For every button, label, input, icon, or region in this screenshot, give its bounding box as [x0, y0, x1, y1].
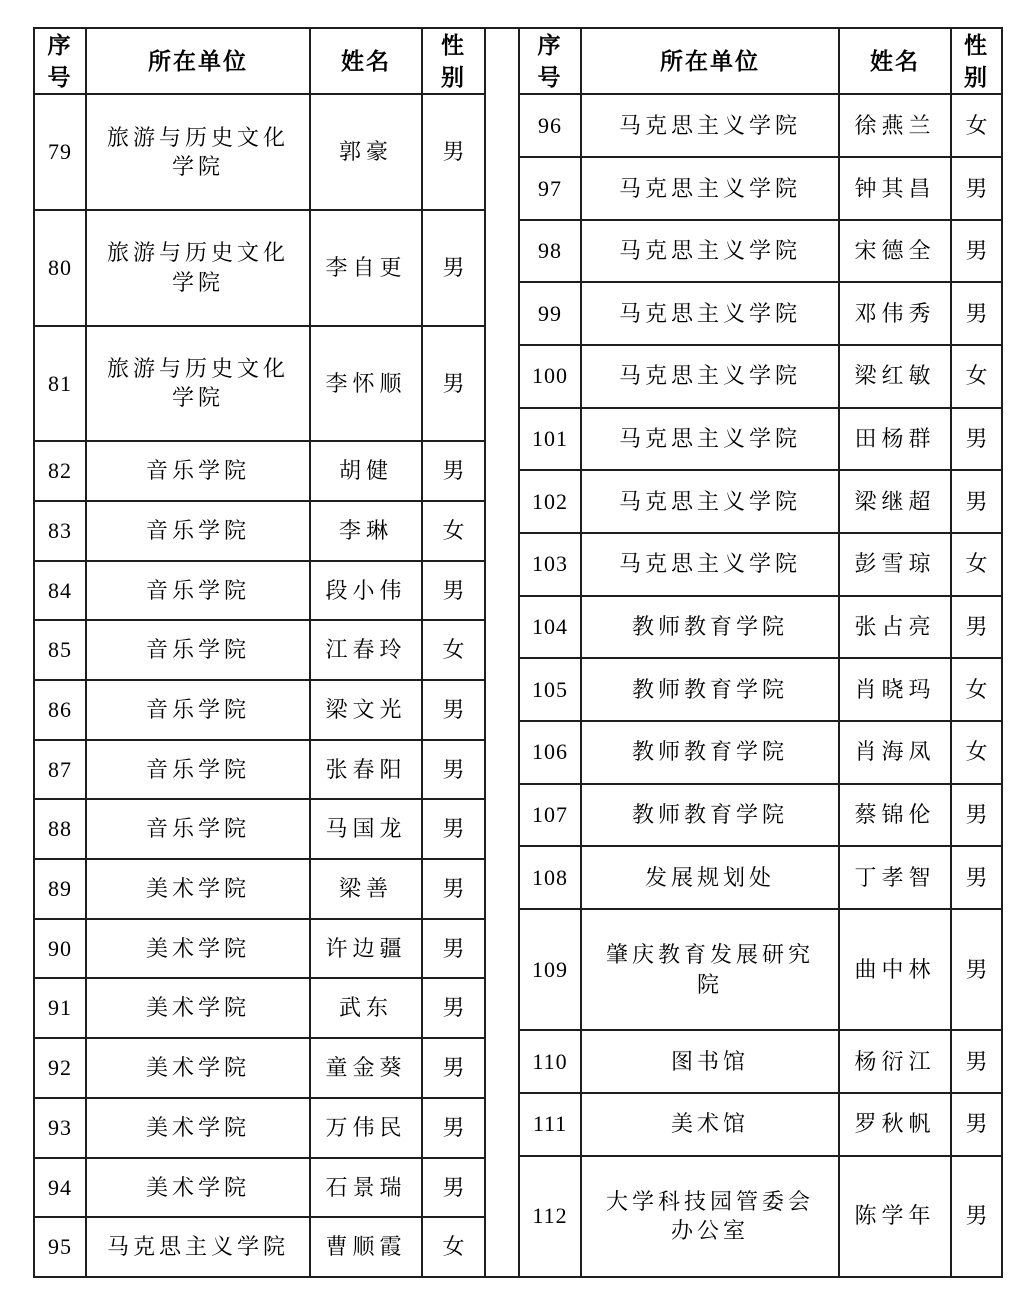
row-name-cell: 张占亮: [839, 596, 951, 659]
row-name-cell: 梁善: [310, 859, 422, 919]
table-row: [34, 1217, 485, 1277]
row-name-cell: 梁继超: [839, 470, 951, 533]
row-unit-cell: 大学科技园管委会 办公室: [581, 1156, 839, 1277]
row-unit-cell: 音乐学院: [86, 441, 310, 501]
row-name-cell: 李怀顺: [310, 326, 422, 442]
row-gender-cell: 男: [422, 1098, 485, 1158]
table-row: [519, 1093, 1002, 1156]
row-unit-cell: 旅游与历史文化 学院: [86, 210, 310, 326]
row-index-cell: 91: [34, 978, 86, 1038]
row-gender-cell: 男: [951, 1030, 1002, 1093]
row-name-cell: 田杨群: [839, 408, 951, 471]
row-unit-cell: 美术馆: [581, 1093, 839, 1156]
row-index-cell: 106: [519, 721, 581, 784]
row-gender-cell: 男: [422, 94, 485, 210]
row-unit-cell: 美术学院: [86, 859, 310, 919]
row-index-cell: 112: [519, 1156, 581, 1277]
row-name-cell: 梁红敏: [839, 345, 951, 408]
row-gender-cell: 女: [422, 501, 485, 561]
row-index-cell: 110: [519, 1030, 581, 1093]
roster-table-right: [518, 27, 1003, 1278]
table-row: [34, 501, 485, 561]
table-row: [519, 721, 1002, 784]
row-gender-cell: 男: [951, 282, 1002, 345]
row-unit-cell: 马克思主义学院: [581, 408, 839, 471]
row-unit-cell: 美术学院: [86, 978, 310, 1038]
row-name-cell: 李琳: [310, 501, 422, 561]
row-name-cell: 张春阳: [310, 740, 422, 800]
table-row: [519, 596, 1002, 659]
row-gender-cell: 男: [951, 846, 1002, 909]
row-unit-cell: 教师教育学院: [581, 658, 839, 721]
table-row: [34, 1038, 485, 1098]
row-name-cell: 石景瑞: [310, 1158, 422, 1218]
row-unit-cell: 马克思主义学院: [581, 282, 839, 345]
row-unit-cell: 音乐学院: [86, 561, 310, 621]
row-index-cell: 102: [519, 470, 581, 533]
header-index: 序 号: [519, 28, 581, 94]
row-unit-cell: 音乐学院: [86, 680, 310, 740]
row-unit-cell: 马克思主义学院: [86, 1217, 310, 1277]
row-unit-cell: 音乐学院: [86, 740, 310, 800]
row-index-cell: 93: [34, 1098, 86, 1158]
row-gender-cell: 男: [422, 978, 485, 1038]
table-row: [34, 978, 485, 1038]
header-gender: 性 别: [951, 28, 1002, 94]
row-unit-cell: 马克思主义学院: [581, 345, 839, 408]
row-gender-cell: 男: [422, 210, 485, 326]
row-gender-cell: 男: [422, 799, 485, 859]
row-index-cell: 107: [519, 784, 581, 847]
table-row: [34, 919, 485, 979]
row-index-cell: 94: [34, 1158, 86, 1218]
row-unit-cell: 美术学院: [86, 919, 310, 979]
table-row: [519, 345, 1002, 408]
row-name-cell: 曹顺霞: [310, 1217, 422, 1277]
row-gender-cell: 女: [951, 345, 1002, 408]
row-gender-cell: 女: [951, 658, 1002, 721]
row-name-cell: 杨衍江: [839, 1030, 951, 1093]
row-unit-cell: 图书馆: [581, 1030, 839, 1093]
row-gender-cell: 男: [422, 859, 485, 919]
table-row: [519, 846, 1002, 909]
table-row: [519, 282, 1002, 345]
row-index-cell: 103: [519, 533, 581, 596]
header-row: [34, 28, 485, 94]
row-index-cell: 83: [34, 501, 86, 561]
row-unit-cell: 音乐学院: [86, 501, 310, 561]
row-index-cell: 100: [519, 345, 581, 408]
row-name-cell: 梁文光: [310, 680, 422, 740]
row-index-cell: 88: [34, 799, 86, 859]
row-unit-cell: 音乐学院: [86, 620, 310, 680]
table-row: [34, 1158, 485, 1218]
row-unit-cell: 马克思主义学院: [581, 470, 839, 533]
table-row: [519, 408, 1002, 471]
row-index-cell: 89: [34, 859, 86, 919]
row-name-cell: 马国龙: [310, 799, 422, 859]
table-row: [34, 620, 485, 680]
row-name-cell: 徐燕兰: [839, 94, 951, 157]
row-name-cell: 彭雪琼: [839, 533, 951, 596]
row-index-cell: 96: [519, 94, 581, 157]
table-row: [519, 784, 1002, 847]
row-gender-cell: 男: [422, 680, 485, 740]
row-gender-cell: 男: [951, 408, 1002, 471]
row-index-cell: 90: [34, 919, 86, 979]
row-unit-cell: 美术学院: [86, 1158, 310, 1218]
row-unit-cell: 美术学院: [86, 1098, 310, 1158]
row-name-cell: 李自更: [310, 210, 422, 326]
row-index-cell: 80: [34, 210, 86, 326]
row-name-cell: 万伟民: [310, 1098, 422, 1158]
row-gender-cell: 男: [422, 1038, 485, 1098]
table-row: [34, 326, 485, 442]
table-row: [519, 157, 1002, 220]
row-gender-cell: 男: [951, 220, 1002, 283]
row-unit-cell: 美术学院: [86, 1038, 310, 1098]
row-gender-cell: 男: [951, 909, 1002, 1030]
row-gender-cell: 男: [951, 470, 1002, 533]
header-index: 序 号: [34, 28, 86, 94]
row-name-cell: 许边疆: [310, 919, 422, 979]
row-gender-cell: 男: [951, 596, 1002, 659]
table-gap-spacer: [486, 27, 518, 1278]
row-index-cell: 101: [519, 408, 581, 471]
row-index-cell: 105: [519, 658, 581, 721]
row-name-cell: 武东: [310, 978, 422, 1038]
table-row: [34, 94, 485, 210]
table-row: [519, 220, 1002, 283]
table-row: [34, 1098, 485, 1158]
row-gender-cell: 男: [422, 740, 485, 800]
header-name: 姓名: [310, 28, 422, 94]
row-index-cell: 92: [34, 1038, 86, 1098]
row-gender-cell: 男: [951, 784, 1002, 847]
table-row: [519, 94, 1002, 157]
table-row: [34, 561, 485, 621]
row-index-cell: 86: [34, 680, 86, 740]
row-gender-cell: 男: [422, 561, 485, 621]
row-name-cell: 童金葵: [310, 1038, 422, 1098]
row-gender-cell: 男: [951, 1093, 1002, 1156]
row-index-cell: 79: [34, 94, 86, 210]
row-index-cell: 109: [519, 909, 581, 1030]
row-index-cell: 81: [34, 326, 86, 442]
row-name-cell: 罗秋帆: [839, 1093, 951, 1156]
row-gender-cell: 女: [951, 721, 1002, 784]
row-index-cell: 95: [34, 1217, 86, 1277]
table-row: [519, 470, 1002, 533]
row-gender-cell: 男: [951, 157, 1002, 220]
table-row: [34, 680, 485, 740]
row-gender-cell: 男: [422, 919, 485, 979]
row-name-cell: 邓伟秀: [839, 282, 951, 345]
table-row: [34, 799, 485, 859]
row-index-cell: 104: [519, 596, 581, 659]
table-row: [34, 740, 485, 800]
row-index-cell: 99: [519, 282, 581, 345]
header-unit: 所在单位: [581, 28, 839, 94]
row-unit-cell: 音乐学院: [86, 799, 310, 859]
row-index-cell: 85: [34, 620, 86, 680]
row-unit-cell: 教师教育学院: [581, 596, 839, 659]
row-index-cell: 84: [34, 561, 86, 621]
table-row: [519, 1156, 1002, 1277]
roster-tables: [33, 27, 1003, 1278]
row-name-cell: 段小伟: [310, 561, 422, 621]
table-row: [519, 658, 1002, 721]
row-gender-cell: 女: [422, 1217, 485, 1277]
row-name-cell: 陈学年: [839, 1156, 951, 1277]
row-unit-cell: 教师教育学院: [581, 784, 839, 847]
header-gender: 性 别: [422, 28, 485, 94]
row-index-cell: 82: [34, 441, 86, 501]
row-name-cell: 胡健: [310, 441, 422, 501]
row-name-cell: 丁孝智: [839, 846, 951, 909]
row-name-cell: 郭豪: [310, 94, 422, 210]
row-name-cell: 曲中林: [839, 909, 951, 1030]
table-row: [519, 909, 1002, 1030]
table-row: [519, 533, 1002, 596]
row-name-cell: 肖海凤: [839, 721, 951, 784]
table-row: [34, 859, 485, 919]
row-gender-cell: 女: [951, 94, 1002, 157]
table-row: [34, 210, 485, 326]
row-gender-cell: 女: [951, 533, 1002, 596]
row-unit-cell: 教师教育学院: [581, 721, 839, 784]
row-unit-cell: 发展规划处: [581, 846, 839, 909]
row-gender-cell: 男: [422, 441, 485, 501]
row-name-cell: 肖晓玛: [839, 658, 951, 721]
row-index-cell: 97: [519, 157, 581, 220]
header-row: [519, 28, 1002, 94]
row-name-cell: 钟其昌: [839, 157, 951, 220]
row-index-cell: 108: [519, 846, 581, 909]
table-row: [519, 1030, 1002, 1093]
header-unit: 所在单位: [86, 28, 310, 94]
row-gender-cell: 女: [422, 620, 485, 680]
row-index-cell: 87: [34, 740, 86, 800]
row-unit-cell: 旅游与历史文化 学院: [86, 94, 310, 210]
row-unit-cell: 马克思主义学院: [581, 94, 839, 157]
row-index-cell: 111: [519, 1093, 581, 1156]
row-gender-cell: 男: [422, 1158, 485, 1218]
row-index-cell: 98: [519, 220, 581, 283]
row-name-cell: 宋德全: [839, 220, 951, 283]
row-unit-cell: 旅游与历史文化 学院: [86, 326, 310, 442]
row-unit-cell: 肇庆教育发展研究 院: [581, 909, 839, 1030]
header-name: 姓名: [839, 28, 951, 94]
table-row: [34, 441, 485, 501]
row-name-cell: 江春玲: [310, 620, 422, 680]
row-unit-cell: 马克思主义学院: [581, 220, 839, 283]
row-unit-cell: 马克思主义学院: [581, 533, 839, 596]
row-unit-cell: 马克思主义学院: [581, 157, 839, 220]
row-gender-cell: 男: [422, 326, 485, 442]
row-name-cell: 蔡锦伦: [839, 784, 951, 847]
roster-table-left: [33, 27, 486, 1278]
row-gender-cell: 男: [951, 1156, 1002, 1277]
